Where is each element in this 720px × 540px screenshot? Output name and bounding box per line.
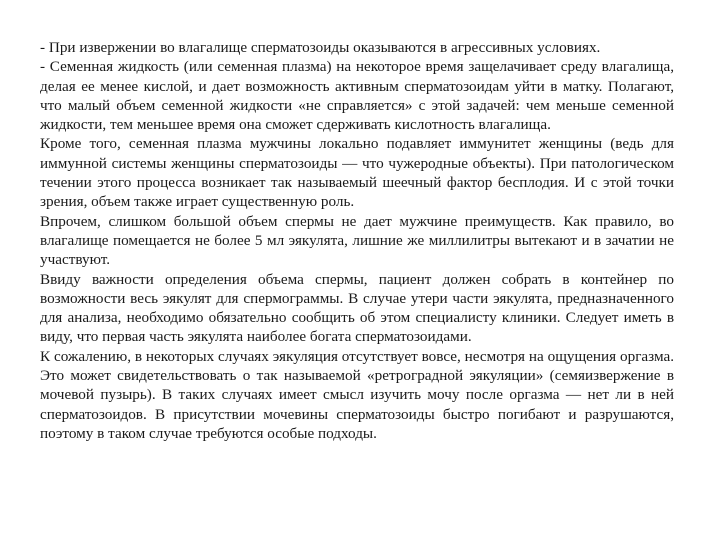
paragraph-immunity: Кроме того, семенная плазма мужчины локально подавляет иммунитет женщины (ведь для иммунной системы женщины сперматозоиды — что чужеродные объекты). При патологическом течении этого процесса возникает так называемый шеечный фактор бесплодия. И с этой точки зрения, объем также играет существенную роль. bbox=[40, 135, 674, 211]
paragraph-retrograde-ejaculation: К сожалению, в некоторых случаях эякуляция отсутствует вовсе, несмотря на ощущения оргазма. Это может свидетельствовать о так называемой «ретроградной эякуляции» (семяизвержение в мочевой пузырь). В таких случаях имеет смысл изучить мочу после оргазма — нет ли в ней сперматозоидов. В присутствии мочевины сперматозоиды быстро погибают и разрушаются, поэтому в таком случае требуются особые подходы. bbox=[40, 347, 674, 442]
paragraph-excess-volume: Впрочем, слишком большой объем спермы не дает мужчине преимуществ. Как правило, во влагалище помещается не более 5 мл эякулята, лишние же миллилитры вытекают и в зачатии не участвуют. bbox=[40, 212, 674, 269]
paragraph-sample-collection: Ввиду важности определения объема спермы, пациент должен собрать в контейнер по возможности весь эякулят для спермограммы. В случае утери части эякулята, предназначенного для анализа, необходимо обязательно сообщить об этом специалисту клиники. Следует иметь в виду, что первая часть эякулята наиболее богата сперматозоидами. bbox=[40, 270, 674, 346]
paragraph-seminal-fluid: - Семенная жидкость (или семенная плазма) на некоторое время защелачивает среду влагалища, делая ее менее кислой, и дает возможность активным сперматозоидам уйти в матку. Полагают, что малый объем семенной жидкости «не справляется» с этой задачей: чем меньше семенной жидкости, тем меньшее время она сможет сдерживать кислотность влагалища. bbox=[40, 58, 674, 134]
document-body bbox=[40, 38, 674, 443]
paragraph-acidic-conditions: - При извержении во влагалище сперматозоиды оказываются в агрессивных условиях. bbox=[40, 39, 601, 56]
